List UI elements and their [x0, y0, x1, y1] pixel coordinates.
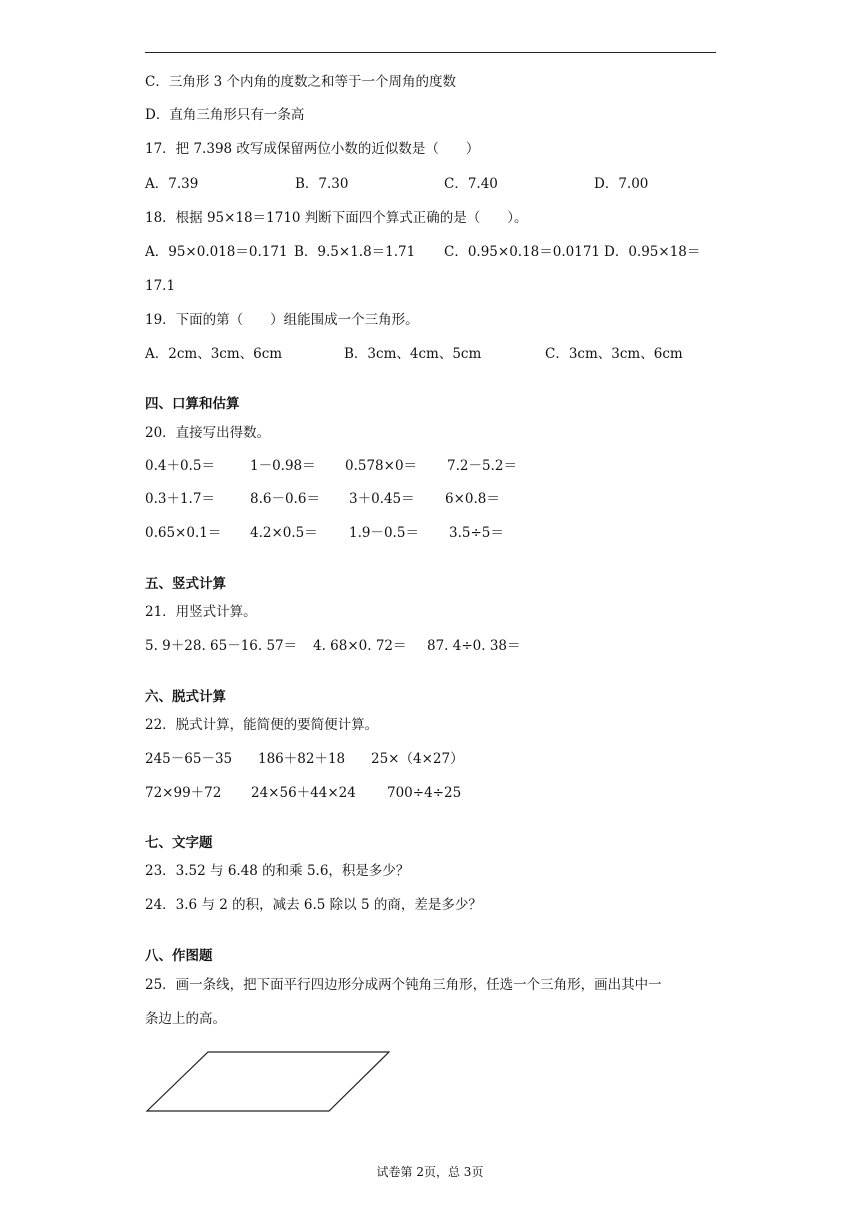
q18-option-b: B．9.5×1.8＝1.71: [294, 244, 416, 260]
parallelogram: [147, 1052, 389, 1111]
q20-item: 8.6－0.6＝: [250, 491, 320, 507]
section-7-title: 七、文字题: [145, 835, 213, 851]
q23-stem: 23．3.52 与 6.48 的和乘 5.6，积是多少？: [145, 863, 410, 879]
q16-option-c: C．三角形 3 个内角的度数之和等于一个周角的度数: [145, 74, 457, 90]
q25-stem-line2: 条边上的高。: [145, 1011, 226, 1027]
q20-item: 0.3＋1.7＝: [145, 491, 215, 507]
q20-item: 0.65×0.1＝: [145, 525, 222, 541]
q20-item: 7.2－5.2＝: [447, 458, 517, 474]
q20-item: 6×0.8＝: [445, 491, 500, 507]
q17-option-b: B．7.30: [295, 176, 349, 192]
q17-stem: 17．把 7.398 改写成保留两位小数的近似数是（ ）: [145, 141, 480, 157]
q25-stem-line1: 25．画一条线，把下面平行四边形分成两个钝角三角形，任选一个三角形，画出其中一: [145, 977, 662, 993]
q20-item: 0.578×0＝: [345, 458, 418, 474]
q19-option-b: B．3cm、4cm、5cm: [344, 346, 482, 362]
q21-item: 4. 68×0. 72＝: [313, 638, 407, 654]
header-rule: [145, 52, 716, 53]
q19-option-a: A．2cm、3cm、6cm: [145, 346, 283, 362]
q16-option-d: D．直角三角形只有一条高: [145, 107, 305, 123]
q17-option-a: A．7.39: [145, 176, 199, 192]
q19-stem: 19．下面的第（ ）组能围成一个三角形。: [145, 312, 419, 328]
q21-item: 5. 9＋28. 65－16. 57＝: [145, 638, 298, 654]
parallelogram-figure: [140, 1045, 400, 1120]
q22-item: 25×（4×27）: [371, 751, 464, 767]
q21-stem: 21．用竖式计算。: [145, 604, 257, 620]
q22-item: 245－65－35: [145, 751, 233, 767]
q20-item: 1－0.98＝: [250, 458, 316, 474]
q18-option-d: D．0.95×18＝: [604, 244, 701, 260]
q18-option-a: A．95×0.018＝0.171: [145, 244, 288, 260]
q20-item: 3＋0.45＝: [349, 491, 415, 507]
q19-option-c: C．3cm、3cm、6cm: [545, 346, 683, 362]
section-4-title: 四、口算和估算: [145, 396, 240, 412]
q22-item: 186＋82＋18: [258, 751, 346, 767]
q20-stem: 20．直接写出得数。: [145, 425, 271, 441]
q22-stem: 22．脱式计算，能简便的要简便计算。: [145, 717, 379, 733]
q22-item: 24×56＋44×24: [251, 785, 356, 801]
q22-item: 72×99＋72: [145, 785, 222, 801]
q17-option-d: D．7.00: [594, 176, 649, 192]
q20-item: 3.5÷5＝: [449, 525, 504, 541]
q24-stem: 24．3.6 与 2 的积，减去 6.5 除以 5 的商，差是多少？: [145, 897, 482, 913]
q20-item: 1.9－0.5＝: [349, 525, 419, 541]
q20-item: 4.2×0.5＝: [250, 525, 318, 541]
q18-stem: 18．根据 95×18＝1710 判断下面四个算式正确的是（ ）。: [145, 210, 528, 226]
section-8-title: 八、作图题: [145, 948, 213, 964]
q17-option-c: C．7.40: [444, 176, 498, 192]
q22-item: 700÷4÷25: [387, 785, 462, 801]
section-5-title: 五、竖式计算: [145, 576, 226, 592]
section-6-title: 六、脱式计算: [145, 689, 226, 705]
q18-option-c: C．0.95×0.18＝0.0171: [444, 244, 600, 260]
q18-option-d-wrap: 17.1: [145, 278, 176, 294]
q20-item: 0.4＋0.5＝: [145, 458, 215, 474]
q21-item: 87. 4÷0. 38＝: [427, 638, 521, 654]
page-footer: 试卷第 2页，总 3页: [376, 1165, 484, 1179]
